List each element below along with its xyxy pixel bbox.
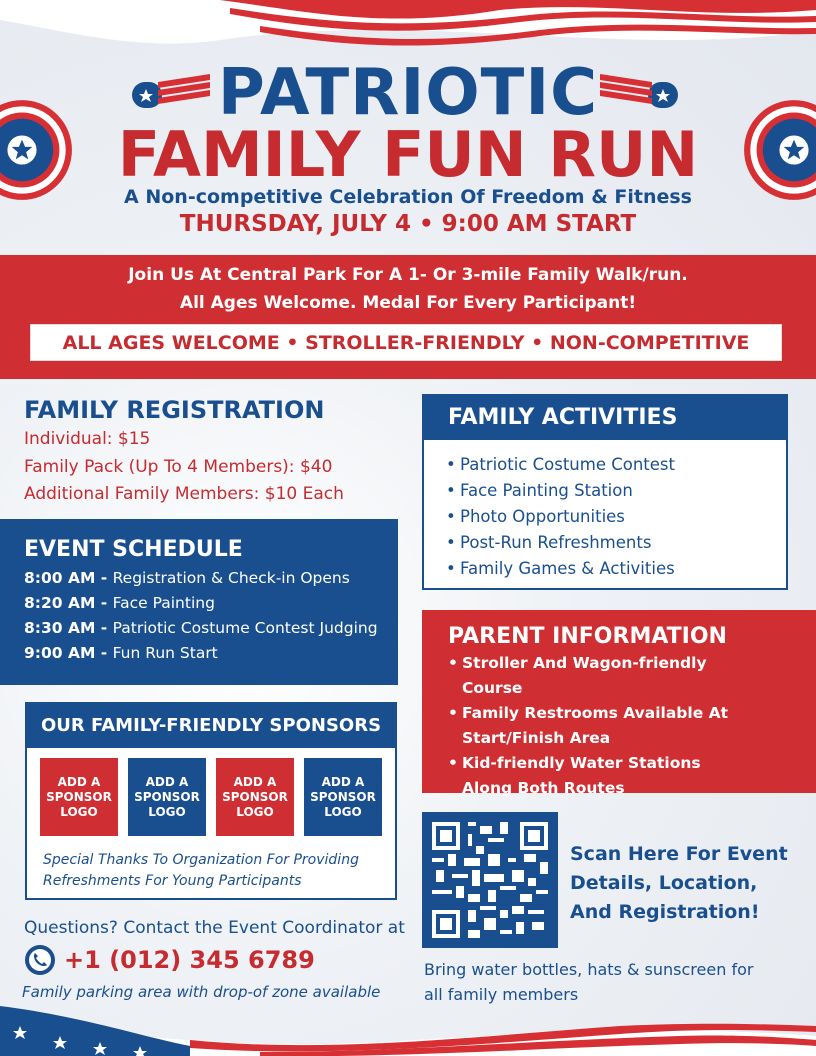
registration-heading: FAMILY REGISTRATION xyxy=(24,396,325,424)
list-item: • Family Games & Activities xyxy=(446,559,675,578)
phone-number[interactable]: +1 (012) 345 6789 xyxy=(64,946,315,974)
parent-info-label: Family Restrooms Available At Start/Finish Area xyxy=(462,704,729,747)
sponsor-logo-text: SPONSOR xyxy=(134,789,200,804)
activity-label: Face Painting Station xyxy=(460,481,633,500)
banner-line-1: Join Us At Central Park For A 1- Or 3-mile Family Walk/run. xyxy=(128,265,688,285)
list-item: • Photo Opportunities xyxy=(446,507,625,526)
schedule-desc: Face Painting xyxy=(112,594,215,612)
list-item: • Family Restrooms Available At Start/Finish Area xyxy=(448,701,816,751)
sponsor-thanks-note: Special Thanks To Organization For Providing Refreshments For Young Participants xyxy=(43,852,359,889)
schedule-heading: EVENT SCHEDULE xyxy=(24,537,243,562)
activities-heading: FAMILY ACTIVITIES xyxy=(424,396,786,440)
schedule-desc: Registration & Check-in Opens xyxy=(112,569,350,587)
parent-information-panel xyxy=(422,610,816,797)
registration-section xyxy=(24,396,344,509)
qr-code-icon xyxy=(432,822,548,938)
flag-wave-bottom-decoration xyxy=(0,996,816,1056)
event-date: THURSDAY, JULY 4 • 9:00 AM START xyxy=(179,211,637,237)
sponsor-logo-placeholder[interactable] xyxy=(216,758,294,836)
list-item: • Face Painting Station xyxy=(446,481,633,500)
contact-question: Questions? Contact the Event Coordinator at xyxy=(24,918,405,938)
sponsor-logo-text: SPONSOR xyxy=(310,789,376,804)
registration-item: Family Pack (Up To 4 Members): $40 xyxy=(24,456,333,477)
sponsors-heading: OUR FAMILY-FRIENDLY SPONSORS xyxy=(27,704,395,748)
registration-item: Additional Family Members: $10 Each xyxy=(24,484,344,504)
sponsors-panel xyxy=(25,702,397,900)
schedule-row xyxy=(24,566,398,591)
sponsor-logo-text: LOGO xyxy=(324,804,362,819)
list-item: • Kid-friendly Water Stations Along Both Routes xyxy=(448,751,816,801)
parking-note: Family parking area with drop-of zone available xyxy=(22,983,381,1001)
sponsor-logo-text: LOGO xyxy=(148,804,186,819)
schedule-desc: Fun Run Start xyxy=(112,644,218,662)
schedule-time: 8:30 AM - xyxy=(24,619,108,637)
banner-tagline: ALL AGES WELCOME • STROLLER-FRIENDLY • NON-COMPETITIVE xyxy=(30,324,782,361)
bring-note: Bring water bottles, hats & sunscreen for all family members xyxy=(424,960,754,1004)
page-title-line2: FAMILY FUN RUN xyxy=(117,118,699,191)
sponsor-logo-text: LOGO xyxy=(236,804,274,819)
banner-line-2: All Ages Welcome. Medal For Every Participant! xyxy=(179,293,637,313)
sponsor-logo-text: ADD A xyxy=(57,774,101,789)
sponsor-logo-text: ADD A xyxy=(233,774,277,789)
sponsor-logo-text: SPONSOR xyxy=(46,789,112,804)
qr-caption: Scan Here For Event Details, Location, And Registration! xyxy=(570,843,788,923)
schedule-time: 8:20 AM - xyxy=(24,594,108,612)
sponsor-logo-text: ADD A xyxy=(145,774,189,789)
activity-label: Post-Run Refreshments xyxy=(460,533,652,552)
sponsor-logo-text: ADD A xyxy=(321,774,365,789)
family-activities-panel xyxy=(422,394,788,590)
schedule-row xyxy=(24,641,398,666)
schedule-desc: Patriotic Costume Contest Judging xyxy=(112,619,378,637)
parent-info-heading: PARENT INFORMATION xyxy=(448,624,727,649)
registration-item: Individual: $15 xyxy=(24,429,151,449)
activity-label: Photo Opportunities xyxy=(460,507,625,526)
parent-info-label: Stroller And Wagon-friendly Course xyxy=(462,654,707,697)
activity-label: Family Games & Activities xyxy=(460,559,675,578)
sponsor-logo-placeholder[interactable] xyxy=(304,758,382,836)
sponsor-logo-placeholder[interactable] xyxy=(128,758,206,836)
page-subtitle: A Non-competitive Celebration Of Freedom & Fitness xyxy=(124,186,692,208)
qr-code[interactable] xyxy=(422,812,558,948)
sponsor-logo-text: SPONSOR xyxy=(222,789,288,804)
schedule-time: 8:00 AM - xyxy=(24,569,108,587)
parent-info-label: Kid-friendly Water Stations Along Both Routes xyxy=(462,754,701,797)
list-item: • Patriotic Costume Contest xyxy=(446,455,675,474)
sponsor-logo-text: LOGO xyxy=(60,804,98,819)
schedule-row xyxy=(24,616,398,641)
list-item: • Stroller And Wagon-friendly Course xyxy=(448,651,816,701)
phone-icon xyxy=(24,944,56,976)
list-item: • Post-Run Refreshments xyxy=(446,533,652,552)
activities-list xyxy=(424,440,786,582)
sponsor-logo-placeholder[interactable] xyxy=(40,758,118,836)
event-schedule-panel xyxy=(0,519,398,685)
page-title-line1: PATRIOTIC xyxy=(217,56,599,130)
schedule-time: 9:00 AM - xyxy=(24,644,108,662)
schedule-row xyxy=(24,591,398,616)
activity-label: Patriotic Costume Contest xyxy=(460,455,675,474)
phone-contact[interactable] xyxy=(24,944,315,976)
